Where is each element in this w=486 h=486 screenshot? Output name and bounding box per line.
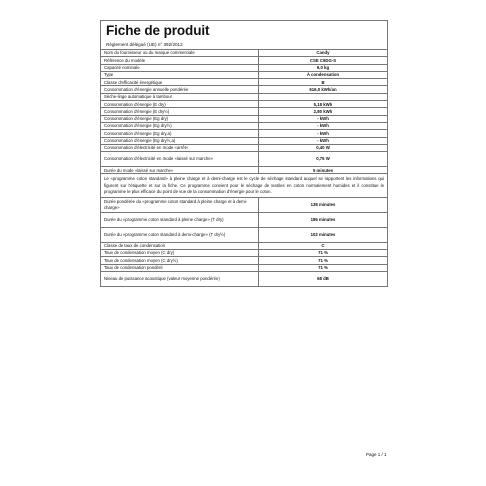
table-row [101, 227, 388, 242]
row-value: 2,80 kWh [259, 108, 388, 115]
table-row [101, 122, 388, 129]
row-value: 186 minutes [259, 212, 388, 227]
row-label: Consommation d'énergie (Eg dry½) [101, 122, 259, 129]
row-value: 9,0 kg [259, 64, 388, 71]
table-row [101, 152, 388, 167]
row-value: C [259, 242, 388, 249]
table-row [101, 86, 388, 93]
row-label: Taux de condensation moyen (C dry½) [101, 257, 259, 264]
row-value: CSE C9DG-S [259, 57, 388, 64]
table-row [101, 130, 388, 137]
row-label: Consommation d'énergie annuelle pondérée [101, 86, 259, 93]
row-value: À condensation [259, 71, 388, 78]
row-label: Taux de condensation moyen (C dry) [101, 249, 259, 256]
row-value: 0,75 W [259, 152, 388, 167]
row-value: Candy [259, 50, 388, 57]
row-value: 138 minutes [259, 197, 388, 212]
table-row [101, 79, 388, 86]
row-label: Durée du «programme coton standard à pleine charge» (T dry) [101, 212, 259, 227]
header-box [100, 20, 388, 49]
row-value: 71 % [259, 257, 388, 264]
table-row [101, 174, 388, 197]
table-row [101, 242, 388, 249]
table-row [101, 50, 388, 57]
regulation-subtitle: Règlement délégué (UE) n° 392/2012 [106, 42, 183, 47]
table-row [101, 64, 388, 71]
row-label: Consommation d'énergie (Eg dry,a) [101, 130, 259, 137]
product-spec-table [100, 49, 388, 287]
row-value: 616,0 kWh/an [259, 86, 388, 93]
row-value: - kWh [259, 130, 388, 137]
row-label: Sèche-linge automatique à tambour [101, 93, 259, 100]
row-value [259, 93, 388, 100]
standard-programme-note: Le «programme coton standard» à pleine charge et à demi-charge est le cycle de séchage standard auquel se rapportent les informations qui figurent sur l'étiquette et sur la fiche. Ce programme convient pour le séchage de textiles en coton normalement humides et il constitue le programme le plus efficace du point de vue de la consommation d'énergie pour le coton. [101, 174, 388, 197]
table-row [101, 249, 388, 256]
row-label: Référence du modèle [101, 57, 259, 64]
row-value: 5 minutes [259, 167, 388, 174]
table-row [101, 108, 388, 115]
row-label: Consommation d'électricité en mode «laissé sur marche» [101, 152, 259, 167]
table-row [101, 144, 388, 151]
row-value: B [259, 79, 388, 86]
table-row [101, 197, 388, 212]
row-label: Classe de taux de condensation [101, 242, 259, 249]
row-label: Capacité nominale [101, 64, 259, 71]
row-label: Consommation d'électricité en mode «arrêt» [101, 144, 259, 151]
table-row [101, 115, 388, 122]
row-label: Durée du «programme coton standard à demi-charge» (T dry½) [101, 227, 259, 242]
row-label: Classe d'efficacité énergétique [101, 79, 259, 86]
row-label: Durée pondérée du «programme coton standard à pleine charge et à demi-charge» [101, 197, 259, 212]
row-label: Consommation d'énergie (E dry½) [101, 108, 259, 115]
page-title: Fiche de produit [106, 23, 210, 38]
table-row [101, 71, 388, 78]
row-label: Taux de condensation pondéré [101, 264, 259, 271]
row-label: Durée du mode «laissé sur marche» [101, 167, 259, 174]
row-label: Nom du fournisseur ou du marque commerciale [101, 50, 259, 57]
row-value: 102 minutes [259, 227, 388, 242]
row-label: Consommation d'énergie (E dry) [101, 101, 259, 108]
table-row [101, 167, 388, 174]
row-value: - kWh [259, 137, 388, 144]
product-sheet [100, 20, 388, 287]
table-row [101, 101, 388, 108]
row-value: 0,40 W [259, 144, 388, 151]
row-label: Consommation d'énergie (Eg dry½,a) [101, 137, 259, 144]
table-row [101, 264, 388, 271]
row-label: Type [101, 71, 259, 78]
page-number: Page 1 / 1 [366, 452, 387, 457]
row-value: 71 % [259, 249, 388, 256]
row-label: Niveau de puissance acoustique (valeur moyenne pondérée) [101, 271, 259, 286]
table-row [101, 93, 388, 100]
table-row [101, 271, 388, 286]
row-value: 71 % [259, 264, 388, 271]
row-value: - kWh [259, 122, 388, 129]
row-value: 5,18 kWh [259, 101, 388, 108]
table-row [101, 57, 388, 64]
table-row [101, 137, 388, 144]
row-label: Consommation d'énergie (Eg dry) [101, 115, 259, 122]
row-value: 68 dB [259, 271, 388, 286]
table-row [101, 212, 388, 227]
row-value: - kWh [259, 115, 388, 122]
table-row [101, 257, 388, 264]
